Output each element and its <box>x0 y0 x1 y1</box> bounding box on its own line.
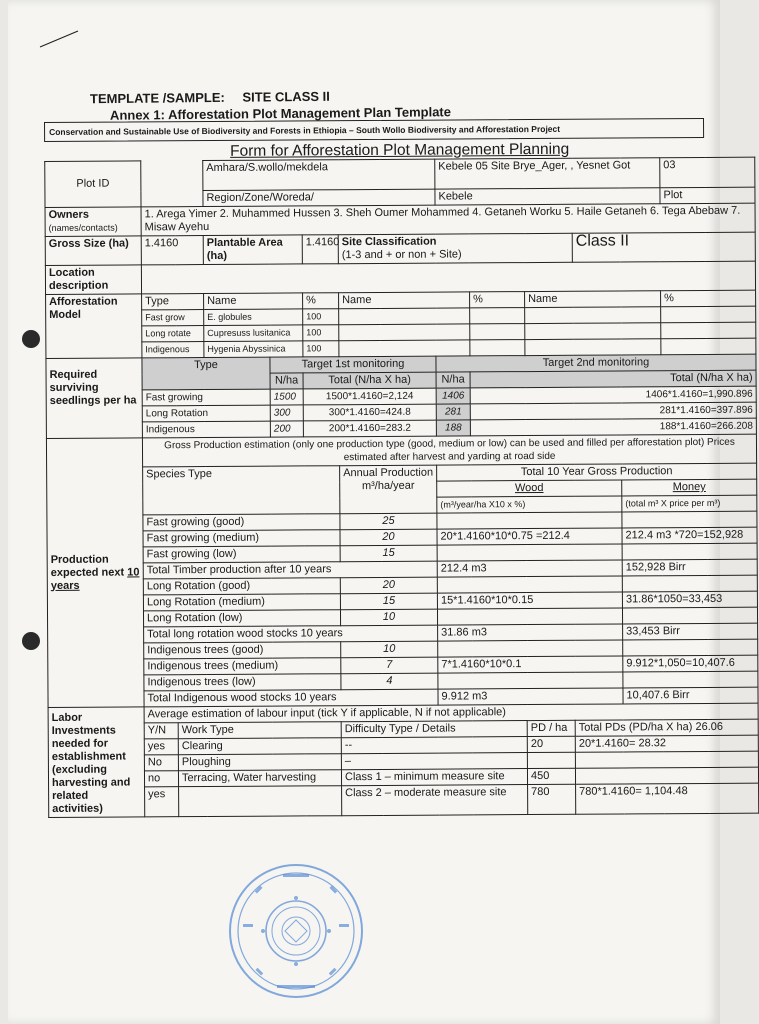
model-pct[interactable]: 100 <box>303 341 339 357</box>
work-type-cell: Terracing, Water harvesting <box>178 770 341 787</box>
work-type-cell <box>179 786 342 817</box>
difficulty-cell[interactable]: -- <box>341 737 527 754</box>
t1-total[interactable]: 1500*1.4160=2,124 <box>303 388 436 405</box>
annual-cell[interactable]: 7 <box>341 657 438 674</box>
wood-cell[interactable]: 212.4 m3 <box>437 560 622 577</box>
t1-nha[interactable]: 300 <box>270 405 303 421</box>
wood-cell[interactable]: 15*1.4160*10*0.15 <box>437 592 622 609</box>
money-cell[interactable] <box>622 511 757 528</box>
pd-cell[interactable]: 780 <box>528 784 576 814</box>
yn-cell[interactable]: No <box>144 755 178 771</box>
model-header-pct-3: % <box>661 290 756 307</box>
t2-total-header: Total (N/ha X ha) <box>470 370 756 388</box>
species-cell: Long Rotation (low) <box>143 610 340 627</box>
model-type: Fast grow <box>142 310 204 326</box>
t2-total[interactable]: 1406*1.4160=1,990.896 <box>470 386 756 404</box>
site-class-field[interactable]: Class II <box>572 232 755 262</box>
money-cell[interactable]: 31.86*1050=33,453 <box>622 591 757 608</box>
template-heading <box>90 89 330 107</box>
yn-cell[interactable]: no <box>144 771 178 787</box>
yn-cell[interactable]: yes <box>145 787 179 817</box>
plot-caption: Plot <box>660 187 755 204</box>
labor-label: Labor Investments needed for establishment (excluding harvesting and related activities) <box>48 707 145 818</box>
location-description-label: Location description <box>45 265 141 295</box>
site-classification: Site Classification (1-3 and + or non + Site) <box>338 233 572 263</box>
yn-header: Y/N <box>144 723 178 739</box>
money-cell[interactable]: 212.4 m3 *720=152,928 <box>622 527 757 544</box>
wood-header: Wood <box>437 480 622 497</box>
total-pds-cell[interactable]: 780*1.4160= 1,104.48 <box>576 783 759 814</box>
species-cell: Total Indigenous wood stocks 10 years <box>144 689 438 707</box>
wood-cell[interactable]: 31.86 m3 <box>438 624 623 641</box>
species-cell: Fast growing (good) <box>143 514 340 531</box>
official-stamp <box>225 860 367 1002</box>
t2-nha[interactable]: 1406 <box>436 388 470 404</box>
t2-nha-header: N/ha <box>436 372 470 388</box>
wood-cell[interactable] <box>438 672 623 689</box>
kebele-field[interactable]: Kebele 05 Site Brye_Ager, , Yesnet Got <box>435 158 660 189</box>
model-name[interactable]: Cupresuss lusitanica <box>204 325 303 342</box>
total-pds-cell[interactable] <box>575 751 758 768</box>
wood-cell[interactable] <box>437 512 622 529</box>
total-pds-header: Total PDs (PD/ha X ha) 26.06 <box>575 719 758 736</box>
work-type-cell: Ploughing <box>178 754 341 771</box>
gross-size-label: Gross Size (ha) <box>45 236 141 266</box>
seedlings-type-header: Type <box>142 357 270 390</box>
model-header-pct: % <box>303 293 339 309</box>
model-type: Long rotate <box>142 326 204 342</box>
difficulty-cell[interactable]: Class 2 – moderate measure site <box>342 785 528 816</box>
model-pct[interactable]: 100 <box>303 325 339 341</box>
form-table <box>44 138 759 818</box>
afforestation-model-label: Afforestation Model <box>46 294 142 359</box>
total-pds-cell[interactable] <box>575 767 758 784</box>
plot-id-label: Plot ID <box>45 161 141 208</box>
money-cell[interactable] <box>622 575 757 592</box>
seedlings-type: Long Rotation <box>142 405 270 422</box>
money-header: Money <box>622 479 757 496</box>
plantable-area-field[interactable]: 1.4160 <box>302 235 338 264</box>
model-header-type: Type <box>142 294 204 310</box>
annual-cell[interactable]: 15 <box>340 593 437 610</box>
money-cell[interactable] <box>623 671 758 688</box>
money-cell[interactable]: 10,407.6 Birr <box>623 687 758 704</box>
gross-size-field[interactable]: 1.4160 <box>141 236 203 265</box>
model-header-pct-2: % <box>470 292 525 308</box>
plot-number-field[interactable]: 03 <box>660 157 755 188</box>
plantable-area-label: Plantable Area (ha) <box>203 235 302 265</box>
pd-cell[interactable] <box>527 752 575 768</box>
document-page <box>8 0 753 1024</box>
model-header-name: Name <box>204 293 303 310</box>
seedlings-type: Fast growing <box>142 389 270 406</box>
template-label: TEMPLATE /SAMPLE: <box>89 89 225 107</box>
model-pct[interactable]: 100 <box>303 309 339 325</box>
money-cell[interactable] <box>622 543 757 560</box>
owners-label: Owners (names/contacts) <box>45 207 141 237</box>
model-header-name-2: Name <box>339 292 470 309</box>
punch-hole <box>22 330 40 348</box>
model-name[interactable]: Hygenia Abyssinica <box>204 341 303 358</box>
pd-cell[interactable]: 450 <box>527 768 575 784</box>
species-cell: Fast growing (medium) <box>143 530 340 547</box>
owners-field[interactable]: 1. Arega Yimer 2. Muhammed Hussen 3. Sheh Oumer Mohammed 4. Getaneh Worku 5. Haile Getaneh 6. Tega Abebaw 7. Misaw Ayehu <box>141 203 755 236</box>
project-banner: Conservation and Sustainable Use of Biodiversity and Forests in Ethiopia – South Wollo Biodiversity and Afforestation Project <box>44 118 704 142</box>
t2-total[interactable]: 281*1.4160=397.896 <box>470 402 756 420</box>
wood-cell[interactable]: 9.912 m3 <box>438 688 623 705</box>
t1-total[interactable]: 300*1.4160=424.8 <box>303 404 436 421</box>
wood-cell[interactable] <box>437 544 622 561</box>
species-type-header: Species Type <box>143 466 340 515</box>
pd-cell[interactable]: 20 <box>527 736 575 752</box>
location-caption: Region/Zone/Woreda/ <box>203 189 435 206</box>
punch-hole <box>22 632 40 650</box>
wood-cell[interactable] <box>437 608 622 625</box>
pd-header: PD / ha <box>527 720 575 736</box>
money-subheader: (total m³ X price per m³) <box>622 495 757 512</box>
t1-nha[interactable]: 200 <box>270 421 303 437</box>
location-field[interactable]: Amhara/S.wollo/mekdela <box>203 159 435 190</box>
t1-nha-header: N/ha <box>270 373 303 389</box>
model-type: Indigenous <box>142 342 204 358</box>
production-intro: Gross Production estimation (only one production type (good, medium or low) can be used and filled per afforestation plot) Prices estimated after harvest and yarding at road side <box>142 434 756 467</box>
wood-cell[interactable]: 7*1.4160*10*0.1 <box>438 656 623 673</box>
model-name[interactable]: E. globules <box>204 309 303 326</box>
annual-cell[interactable]: 20 <box>340 577 437 594</box>
t1-nha[interactable]: 1500 <box>270 389 303 405</box>
work-type-header: Work Type <box>178 722 341 739</box>
money-cell[interactable]: 33,453 Birr <box>623 623 758 640</box>
annual-production-header: Annual Production m³/ha/year <box>340 465 437 514</box>
money-cell[interactable] <box>622 607 757 624</box>
labor-row <box>49 783 759 817</box>
species-cell: Indigenous trees (medium) <box>144 658 341 675</box>
wood-cell[interactable] <box>437 576 622 593</box>
t1-total-header: Total (N/ha X ha) <box>303 372 436 389</box>
seedlings-label: Required surviving seedlings per ha <box>46 358 142 439</box>
species-cell: Total long rotation wood stocks 10 years <box>144 625 438 643</box>
annual-cell[interactable]: 25 <box>340 513 437 530</box>
wood-cell[interactable]: 20*1.4160*10*0.75 =212.4 <box>437 528 622 545</box>
work-type-cell: Clearing <box>178 738 341 755</box>
money-cell[interactable]: 9.912*1,050=10,407.6 <box>623 655 758 672</box>
production-label: Production expected next 10 years <box>46 438 144 708</box>
labor-intro: Average estimation of labour input (tick Y if applicable, N if not applicable) <box>144 703 758 723</box>
t2-nha[interactable]: 188 <box>436 420 470 436</box>
model-header-name-3: Name <box>525 291 661 308</box>
pen-mark <box>38 28 82 50</box>
gross-production-header: Total 10 Year Gross Production <box>437 463 757 481</box>
total-pds-cell[interactable]: 20*1.4160= 28.32 <box>575 735 758 752</box>
t2-total[interactable]: 188*1.4160=266.208 <box>470 418 756 436</box>
annual-cell[interactable]: 20 <box>340 529 437 546</box>
target-2-header: Target 2nd monitoring <box>436 354 756 372</box>
location-description-field[interactable] <box>141 261 755 294</box>
wood-cell[interactable] <box>438 640 623 657</box>
form-title: Form for Afforestation Plot Management Planning <box>230 140 570 160</box>
target-1-header: Target 1st monitoring <box>270 356 436 373</box>
difficulty-cell[interactable]: Class 1 – minimum measure site <box>341 769 527 786</box>
site-class-heading: SITE CLASS II <box>242 88 330 105</box>
species-cell: Long Rotation (medium) <box>143 594 340 611</box>
annual-cell[interactable]: 15 <box>340 545 437 562</box>
annual-cell[interactable]: 10 <box>341 641 438 658</box>
seedlings-type: Indigenous <box>142 421 270 438</box>
species-cell: Long Rotation (good) <box>143 578 340 595</box>
t2-nha[interactable]: 281 <box>436 404 470 420</box>
annual-cell[interactable]: 4 <box>341 673 438 690</box>
yn-cell[interactable]: yes <box>144 739 178 755</box>
species-cell: Indigenous trees (low) <box>144 674 341 691</box>
plan-form <box>44 118 753 818</box>
species-cell: Total Timber production after 10 years <box>143 561 437 579</box>
difficulty-header: Difficulty Type / Details <box>341 721 527 738</box>
species-cell: Fast growing (low) <box>143 546 340 563</box>
annex-title: Annex 1: Afforestation Plot Management Plan Template <box>109 104 452 123</box>
kebele-caption: Kebele <box>435 188 660 205</box>
annual-cell[interactable]: 10 <box>340 609 437 626</box>
money-cell[interactable]: 152,928 Birr <box>622 559 757 576</box>
difficulty-cell[interactable]: – <box>341 753 527 770</box>
species-cell: Indigenous trees (good) <box>144 642 341 659</box>
money-cell[interactable] <box>623 639 758 656</box>
wood-subheader: (m³/year/ha X10 x %) <box>437 496 622 513</box>
t1-total[interactable]: 200*1.4160=283.2 <box>303 420 436 437</box>
